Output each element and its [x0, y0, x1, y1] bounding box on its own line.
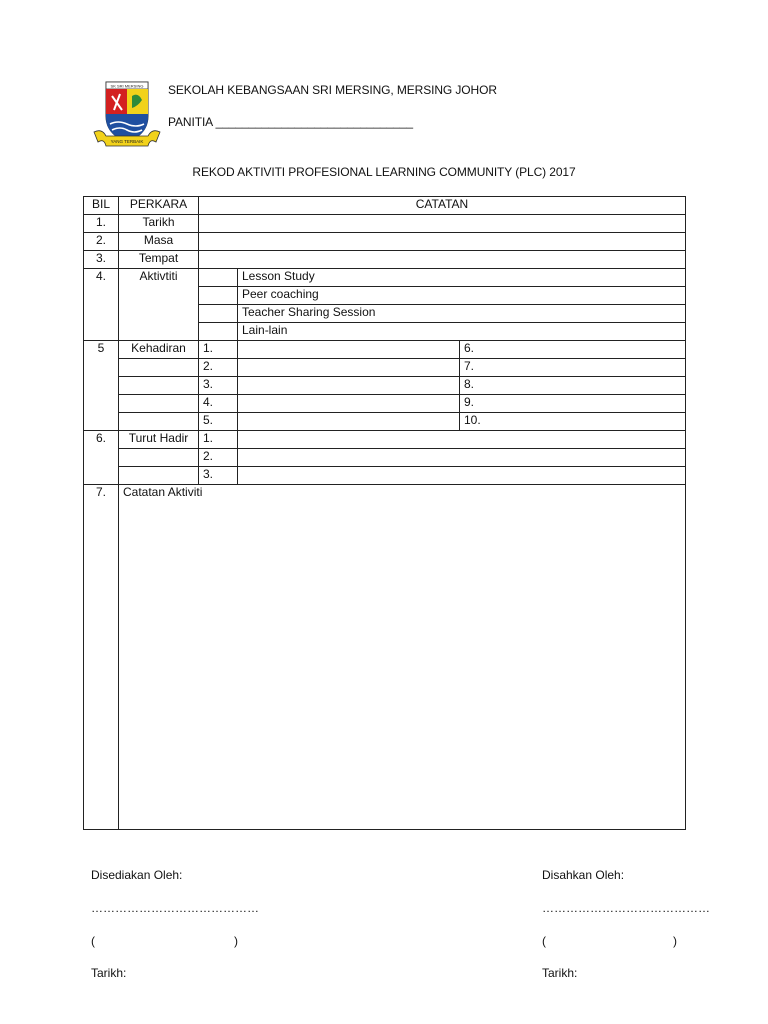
bil-cell: 7.	[84, 485, 119, 830]
row-kehadiran	[84, 359, 686, 377]
aktiviti-option: Teacher Sharing Session	[238, 305, 686, 323]
table-header-row	[84, 197, 686, 215]
row-kehadiran	[84, 395, 686, 413]
attendee-number: 6.	[460, 341, 686, 359]
bil-cell: 2.	[84, 233, 119, 251]
row-kehadiran	[84, 413, 686, 431]
guest-number: 3.	[199, 467, 238, 485]
aktiviti-option: Peer coaching	[238, 287, 686, 305]
header-bil: BIL	[84, 197, 119, 215]
prepared-by-signature-line: ……………………………………	[91, 901, 259, 915]
row-aktiviti	[84, 269, 686, 287]
panitia-blank: ______________________________	[215, 115, 413, 129]
perkara-empty-cell	[119, 395, 199, 413]
aktiviti-option: Lesson Study	[238, 269, 686, 287]
approved-by-label: Disahkan Oleh:	[542, 868, 625, 882]
masa-entry-cell[interactable]	[199, 233, 686, 251]
guest-name-cell[interactable]	[238, 431, 686, 449]
catatan-aktiviti-label: Catatan Aktiviti	[123, 485, 203, 499]
prepared-by-name-close: )	[234, 934, 238, 948]
perkara-cell: Tempat	[119, 251, 199, 269]
row-catatan-aktiviti	[84, 485, 686, 830]
attendee-name-cell[interactable]	[238, 377, 460, 395]
guest-name-cell[interactable]	[238, 467, 686, 485]
row-masa	[84, 233, 686, 251]
prepared-by-date-label: Tarikh:	[91, 966, 127, 980]
bil-cell: 6.	[84, 431, 119, 485]
perkara-cell: Tarikh	[119, 215, 199, 233]
approved-by-signature-line: ……………………………………	[542, 901, 710, 915]
attendee-number: 4.	[199, 395, 238, 413]
attendee-number: 8.	[460, 377, 686, 395]
attendee-number: 3.	[199, 377, 238, 395]
header-perkara: PERKARA	[119, 197, 199, 215]
row-tarikh	[84, 215, 686, 233]
attendee-number: 2.	[199, 359, 238, 377]
school-name: SEKOLAH KEBANGSAAN SRI MERSING, MERSING JOHOR	[168, 83, 497, 97]
approved-by-name-open: (	[542, 934, 546, 948]
aktiviti-option: Lain-lain	[238, 323, 686, 341]
prepared-by-label: Disediakan Oleh:	[91, 868, 183, 882]
bil-cell: 5	[84, 341, 119, 431]
row-turut-hadir	[84, 431, 686, 449]
attendee-number: 9.	[460, 395, 686, 413]
panitia-label: PANITIA	[168, 115, 213, 129]
school-crest-logo	[92, 76, 162, 154]
bil-cell: 3.	[84, 251, 119, 269]
guest-name-cell[interactable]	[238, 449, 686, 467]
row-turut-hadir	[84, 467, 686, 485]
attendee-number: 10.	[460, 413, 686, 431]
perkara-empty-cell	[119, 449, 199, 467]
perkara-empty-cell	[119, 467, 199, 485]
perkara-empty-cell	[119, 359, 199, 377]
row-turut-hadir	[84, 449, 686, 467]
logo-top-text: SK SRI MERSING	[110, 83, 144, 89]
bil-cell: 4.	[84, 269, 119, 341]
perkara-cell: Turut Hadir	[119, 431, 199, 449]
plc-record-table	[83, 196, 686, 830]
tarikh-entry-cell[interactable]	[199, 215, 686, 233]
perkara-empty-cell	[119, 377, 199, 395]
perkara-cell: Aktivtiti	[119, 269, 199, 341]
perkara-cell: Masa	[119, 233, 199, 251]
row-tempat	[84, 251, 686, 269]
aktiviti-check-cell[interactable]	[199, 269, 238, 287]
attendee-number: 5.	[199, 413, 238, 431]
bil-cell: 1.	[84, 215, 119, 233]
guest-number: 1.	[199, 431, 238, 449]
document-title: REKOD AKTIVITI PROFESIONAL LEARNING COMMUNITY (PLC) 2017	[192, 165, 576, 179]
approved-by-name-close: )	[673, 934, 677, 948]
attendee-name-cell[interactable]	[238, 413, 460, 431]
attendee-number: 7.	[460, 359, 686, 377]
panitia-line	[168, 115, 413, 129]
row-kehadiran	[84, 377, 686, 395]
attendee-name-cell[interactable]	[238, 395, 460, 413]
perkara-cell: Kehadiran	[119, 341, 199, 359]
attendee-number: 1.	[199, 341, 238, 359]
guest-number: 2.	[199, 449, 238, 467]
tempat-entry-cell[interactable]	[199, 251, 686, 269]
prepared-by-name-open: (	[91, 934, 95, 948]
catatan-aktiviti-cell[interactable]	[119, 485, 686, 830]
approved-by-date-label: Tarikh:	[542, 966, 578, 980]
logo-ribbon-text: YANG TERBAIK	[110, 139, 144, 144]
header-catatan: CATATAN	[199, 197, 686, 215]
row-kehadiran	[84, 341, 686, 359]
attendee-name-cell[interactable]	[238, 341, 460, 359]
aktiviti-check-cell[interactable]	[199, 305, 238, 323]
attendee-name-cell[interactable]	[238, 359, 460, 377]
aktiviti-check-cell[interactable]	[199, 287, 238, 305]
aktiviti-check-cell[interactable]	[199, 323, 238, 341]
perkara-empty-cell	[119, 413, 199, 431]
